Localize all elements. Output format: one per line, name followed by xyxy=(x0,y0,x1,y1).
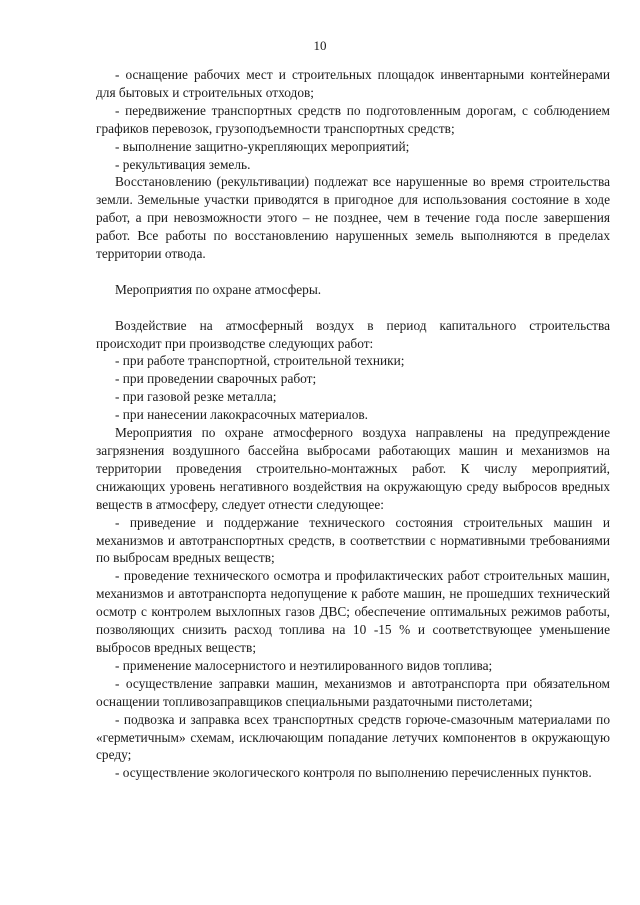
paragraph-recultivation-details: Восстановлению (рекультивации) подлежат все нарушенные во время строительства земли. Земельные участки приводятся в пригодное для использования состояние в ходе работ, а при невозможности этого – не позднее, чем в течение года после завершения работ. Все работы по восстановлению нарушенных земель выполняются в пределах территории отвода. xyxy=(96,174,610,262)
list-item-low-sulfur-fuel: - применение малосернистого и неэтилированного видов топлива; xyxy=(115,657,493,673)
section-heading-atmosphere: Мероприятия по охране атмосферы. xyxy=(115,281,322,297)
list-item-gas-cutting: - при газовой резке металла; xyxy=(115,389,277,405)
blank-line xyxy=(96,299,610,317)
paragraph-air-impact-intro: Воздействие на атмосферный воздух в период капитального строительства происходит при производстве следующих работ: xyxy=(96,317,610,351)
list-item-technical-condition: - приведение и поддержание технического состояния строительных машин и механизмов и автотранспортных средств, в соответствии с нормативными требованиями по выбросам вредных веществ; xyxy=(96,514,610,566)
list-item-refueling: - осуществление заправки машин, механизмов и автотранспорта при обязательном оснащении топливозаправщиков специальными раздаточными пистолетами; xyxy=(96,675,610,709)
list-item-environmental-control: - осуществление экологического контроля по выполнению перечисленных пунктов. xyxy=(115,765,592,781)
paragraph-land-recultivation: - рекультивация земель. xyxy=(115,156,251,172)
page-body xyxy=(96,66,610,782)
list-item-technical-inspection: - проведение технического осмотра и профилактических работ строительных машин, механизмов и автотранспорта недопущение к работе машин, не прошедших технический осмотр с контролем выхлопных газов ДВС; обеспечение оптимальных режимов работы, позволяющих снизить расход топлива на 10 -15 % и соответствующее уменьшение выбросов вредных веществ; xyxy=(96,568,610,655)
paragraph-air-protection-measures: Мероприятия по охране атмосферного воздуха направлены на предупреждение загрязнения воздушного бассейна выбросами работающих машин и механизмов на территории проведения строительно-монтажных работ. К числу мероприятий, снижающих уровень негативного воздействия на окружающую среду выбросов вредных веществ в атмосферу, следует отнести следующее: xyxy=(96,425,610,512)
list-item-paint-coating: - при нанесении лакокрасочных материалов. xyxy=(115,407,369,423)
paragraph-protective-measures: - выполнение защитно-укрепляющих мероприятий; xyxy=(115,138,410,154)
list-item-sealed-delivery: - подвозка и заправка всех транспортных средств горюче-смазочным материалами по «герметичным» схемам, исключающим попадание летучих компонентов в окружающую среду; xyxy=(96,711,610,763)
paragraph-waste-containers: - оснащение рабочих мест и строительных площадок инвентарными контейнерами для бытовых и строительных отходов; xyxy=(96,67,610,100)
blank-line xyxy=(96,263,610,281)
page-number: 10 xyxy=(313,38,327,53)
list-item-welding: - при проведении сварочных работ; xyxy=(115,371,317,387)
paragraph-transport-roads: - передвижение транспортных средств по подготовленным дорогам, с соблюдением графиков перевозок, грузоподъемности транспортных средств; xyxy=(96,102,610,136)
list-item-transport-work: - при работе транспортной, строительной техники; xyxy=(115,353,405,369)
